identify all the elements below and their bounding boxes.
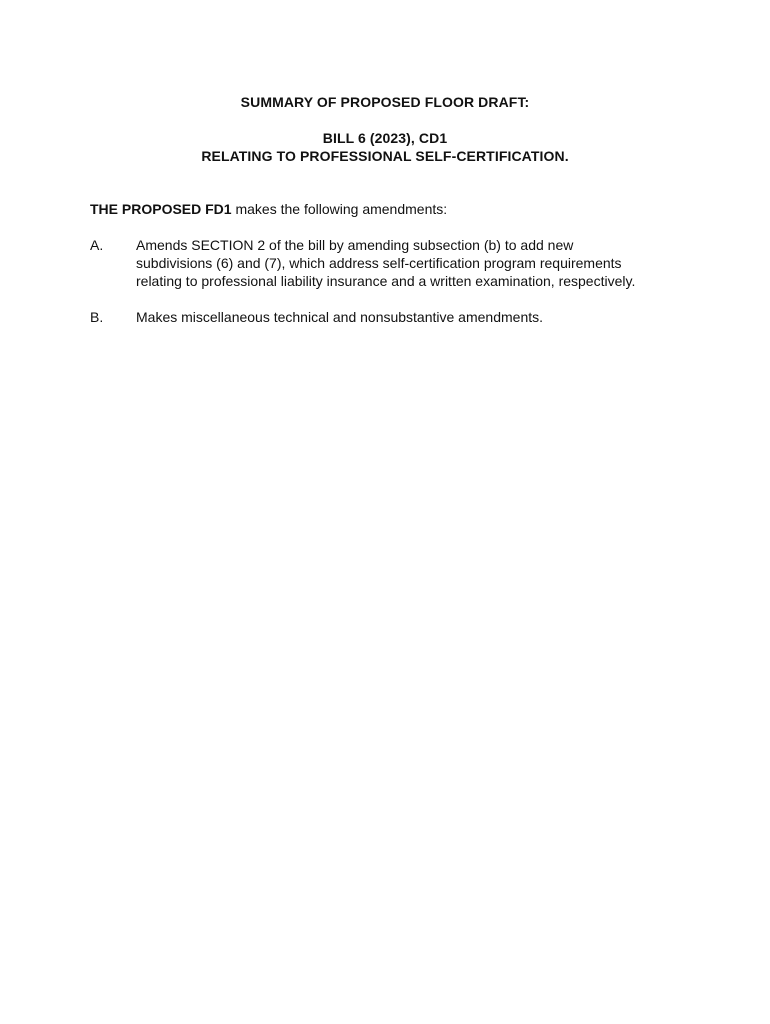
intro-paragraph bbox=[90, 200, 447, 218]
item-marker: B. bbox=[90, 309, 104, 325]
document-title: SUMMARY OF PROPOSED FLOOR DRAFT: bbox=[240, 94, 530, 110]
intro-lead: THE PROPOSED FD1 bbox=[90, 201, 232, 217]
item-text-line: subdivisions (6) and (7), which address self-certification program requirements bbox=[136, 255, 622, 271]
amendment-item bbox=[90, 236, 690, 290]
item-text bbox=[136, 308, 696, 326]
item-marker: A. bbox=[90, 237, 104, 253]
item-text-line: Makes miscellaneous technical and nonsubstantive amendments. bbox=[136, 309, 544, 325]
item-text bbox=[136, 236, 696, 290]
intro-text: makes the following amendments: bbox=[231, 201, 448, 217]
bill-number: BILL 6 (2023), CD1 bbox=[322, 130, 448, 146]
item-text-line: Amends SECTION 2 of the bill by amending subsection (b) to add new bbox=[136, 237, 574, 253]
item-text-line: relating to professional liability insurance and a written examination, respectively. bbox=[136, 273, 636, 289]
bill-subject: RELATING TO PROFESSIONAL SELF-CERTIFICATION. bbox=[201, 148, 569, 164]
amendment-item bbox=[90, 308, 690, 326]
